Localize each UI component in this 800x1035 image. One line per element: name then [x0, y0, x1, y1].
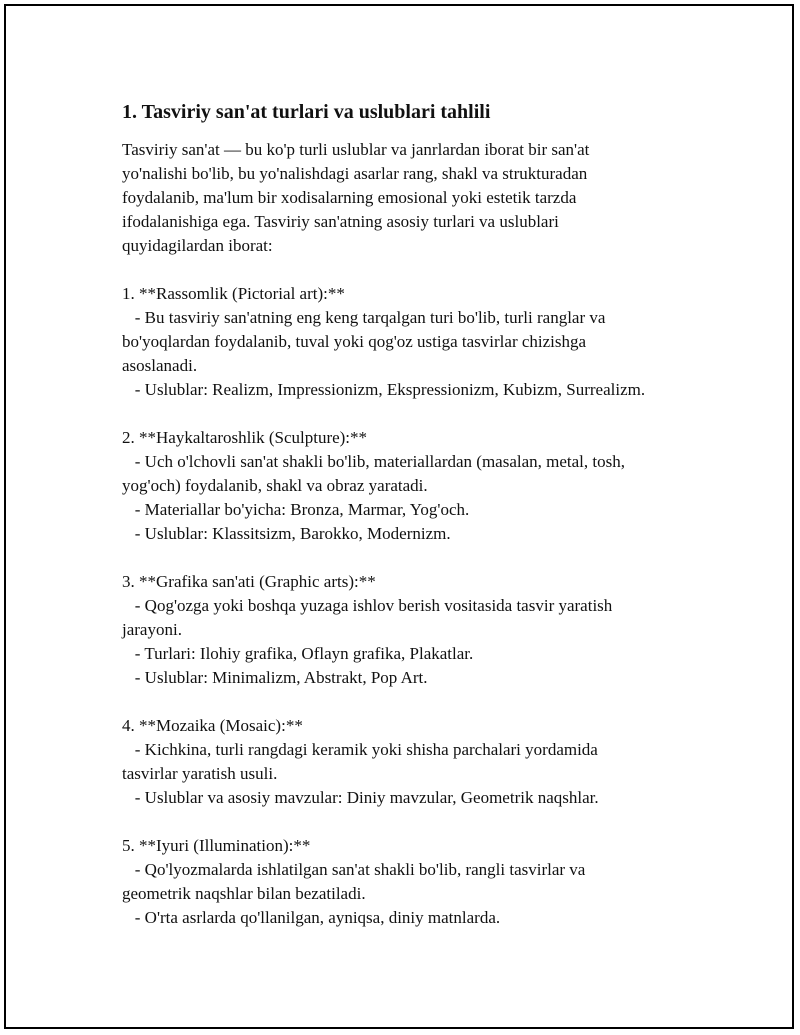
section-line: geometrik naqshlar bilan bezatiladi.: [122, 884, 366, 903]
section-line: - Uslublar: Minimalizm, Abstrakt, Pop Art.: [122, 668, 428, 687]
section-line: - Kichkina, turli rangdagi keramik yoki shisha parchalari yordamida: [122, 740, 598, 759]
spacer: [122, 690, 702, 714]
spacer: [122, 810, 702, 834]
section-heading: 5. **Iyuri (Illumination):**: [122, 836, 311, 855]
intro-line: Tasviriy san'at — bu ko'p turli uslublar va janrlardan iborat bir san'at: [122, 140, 590, 159]
page-frame: [4, 4, 794, 1029]
section-heading: 1. **Rassomlik (Pictorial art):**: [122, 284, 345, 303]
section-iyuri: [122, 834, 702, 930]
section-line: - Bu tasviriy san'atning eng keng tarqalgan turi bo'lib, turli ranglar va: [122, 308, 606, 327]
spacer: [122, 546, 702, 570]
intro-line: ifodalanishiga ega. Tasviriy san'atning asosiy turlari va uslublari: [122, 212, 559, 231]
section-grafika: [122, 570, 702, 690]
intro-line: yo'nalishi bo'lib, bu yo'nalishdagi asarlar rang, shakl va strukturadan: [122, 164, 588, 183]
section-heading: 3. **Grafika san'ati (Graphic arts):**: [122, 572, 376, 591]
spacer: [122, 258, 702, 282]
section-line: bo'yoqlardan foydalanib, tuval yoki qog'oz ustiga tasvirlar chizishga: [122, 332, 587, 351]
section-heading: 4. **Mozaika (Mosaic):**: [122, 716, 303, 735]
section-heading: 2. **Haykaltaroshlik (Sculpture):**: [122, 428, 368, 447]
section-line: asoslanadi.: [122, 356, 198, 375]
section-mozaika: [122, 714, 702, 810]
section-line: - Qog'ozga yoki boshqa yuzaga ishlov berish vositasida tasvir yaratish: [122, 596, 613, 615]
intro-paragraph: [122, 138, 702, 258]
section-haykaltaroshlik: [122, 426, 702, 546]
spacer: [122, 402, 702, 426]
intro-line: quyidagilardan iborat:: [122, 236, 273, 255]
intro-line: foydalanib, ma'lum bir xodisalarning emosional yoki estetik tarzda: [122, 188, 577, 207]
section-line: - Turlari: Ilohiy grafika, Oflayn grafika, Plakatlar.: [122, 644, 474, 663]
section-line: - Uch o'lchovli san'at shakli bo'lib, materiallardan (masalan, metal, tosh,: [122, 452, 625, 471]
section-line: tasvirlar yaratish usuli.: [122, 764, 278, 783]
section-line: - Materiallar bo'yicha: Bronza, Marmar, Yog'och.: [122, 500, 470, 519]
section-line: jarayoni.: [122, 620, 182, 639]
section-line: - Qo'lyozmalarda ishlatilgan san'at shakli bo'lib, rangli tasvirlar va: [122, 860, 586, 879]
section-line: yog'och) foydalanib, shakl va obraz yaratadi.: [122, 476, 428, 495]
section-line: - Uslublar va asosiy mavzular: Diniy mavzular, Geometrik naqshlar.: [122, 788, 599, 807]
section-rassomlik: [122, 282, 702, 402]
document-body: [122, 100, 702, 930]
section-line: - O'rta asrlarda qo'llanilgan, ayniqsa, diniy matnlarda.: [122, 908, 501, 927]
section-line: - Uslublar: Klassitsizm, Barokko, Modernizm.: [122, 524, 451, 543]
document-title: 1. Tasviriy san'at turlari va uslublari tahlili: [122, 101, 491, 123]
section-line: - Uslublar: Realizm, Impressionizm, Ekspressionizm, Kubizm, Surrealizm.: [122, 380, 646, 399]
